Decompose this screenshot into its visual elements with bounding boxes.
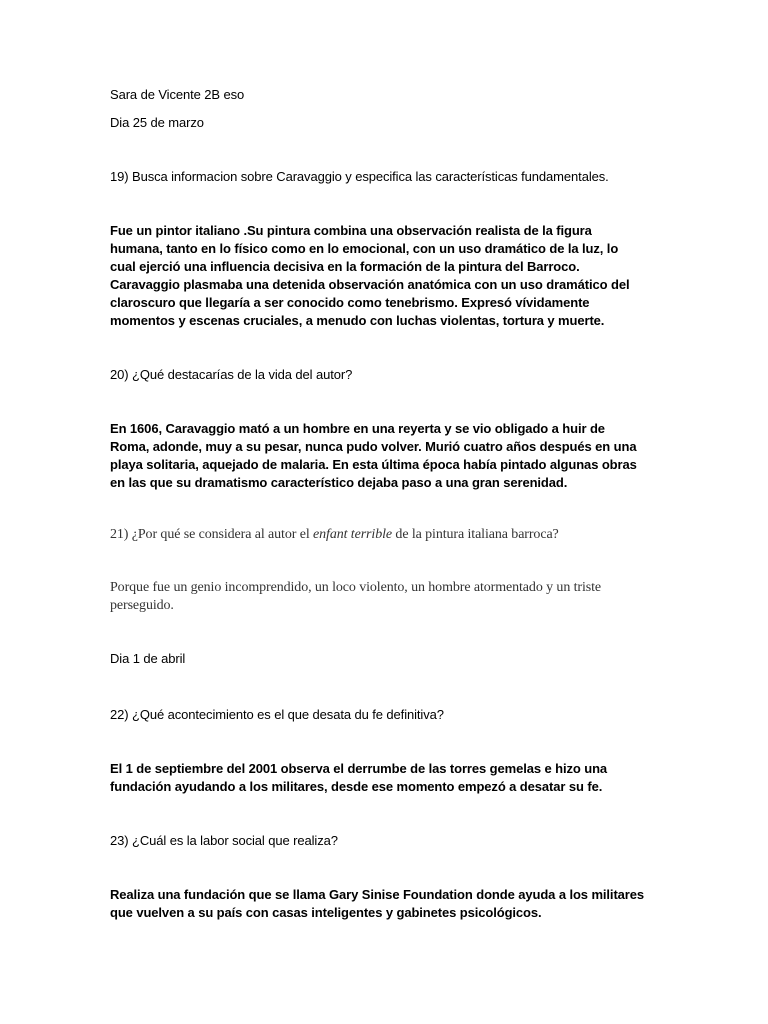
question-23: 23) ¿Cuál es la labor social que realiza? (110, 833, 338, 848)
date-heading-2: Dia 1 de abril (110, 651, 186, 666)
question-21-text: 21) ¿Por qué se considera al autor el (110, 527, 314, 542)
answer-22: El 1 de septiembre del 2001 observa el derrumbe de las torres gemelas e hizo una fundación ayudando a los militares, desde ese momento empezó a desatar su fe. (110, 761, 608, 794)
student-name: Sara de Vicente 2B eso (110, 87, 245, 102)
answer-21: Porque fue un genio incomprendido, un loco violento, un hombre atormentado y un triste perseguido. (110, 580, 602, 613)
question-21-italic: enfant terrible (313, 527, 393, 542)
question-20: 20) ¿Qué destacarías de la vida del autor? (110, 367, 353, 382)
question-19: 19) Busca informacion sobre Caravaggio y especifica las características fundamentales. (110, 169, 609, 184)
answer-20: En 1606, Caravaggio mató a un hombre en una reyerta y se vio obligado a huir de Roma, adonde, muy a su pesar, nunca pudo volver. Murió cuatro años después en una playa solitaria, aquejado de malaria. En esta última época había pintado algunas obras en las que su dramatismo característico dejaba paso a una gran serenidad. (110, 421, 637, 490)
question-21-text-end: de la pintura italiana barroca? (392, 527, 559, 542)
answer-19: Fue un pintor italiano .Su pintura combina una observación realista de la figura humana, tanto en lo físico como en lo emocional, con un uso dramático de la luz, lo cual ejerció una influencia decisiva en la formación de la pintura del Barroco. Caravaggio plasmaba una detenida observación anatómica con un uso dramático del claroscuro que llegaría a ser conocido como tenebrismo. Expresó vívidamente momentos y escenas cruciales, a menudo con luchas violentas, tortura y muerte. (110, 223, 630, 328)
question-22: 22) ¿Qué acontecimiento es el que desata du fe definitiva? (110, 707, 444, 722)
question-21 (110, 526, 670, 544)
date-heading: Dia 25 de marzo (110, 115, 204, 130)
answer-23: Realiza una fundación que se llama Gary Sinise Foundation donde ayuda a los militares que vuelven a su país con casas inteligentes y gabinetes psicológicos. (110, 887, 645, 920)
